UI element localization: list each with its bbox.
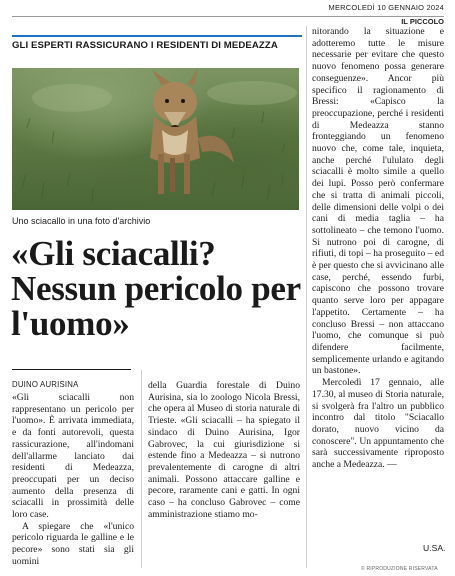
headline: «Gli sciacalli? Nessun pericolo per l'uomo» [11, 234, 301, 343]
kicker: GLI ESPERTI RASSICURANO I RESIDENTI DI MEDEAZZA [12, 40, 278, 51]
jackal-photo [12, 68, 299, 210]
photo-caption: Uno sciacallo in una foto d'archivio [12, 216, 151, 226]
rights-notice: © RIPRODUZIONE RISERVATA [361, 566, 438, 572]
issue-date: MERCOLEDÌ 10 GENNAIO 2024 [328, 3, 444, 12]
page-header [0, 0, 455, 26]
author-signature: U.SA. [423, 543, 446, 553]
jackal-illustration [12, 68, 299, 210]
masthead: IL PICCOLO [401, 17, 444, 26]
paragraph: nitorando la situazione e adotteremo tutte le misure necessarie per evitare che questo nuovo fenomeno possa generare conseguenze». Ancor più specifico il ragionamento di Bressi: «Capisco la preoccupazione, perché i residenti di Medeazza stanno fronteggiando un fenomeno nuovo che, come tale, inquieta, anche perché l'ululato degli sciacalli è molto simile a quello dei lupi. Posso però confermare che si tratta di animali piccoli, delle dimensioni delle volpi o dei cani di media taglia – ha sottolineato – che temono l'uomo. Si nutrono poi di carogne, di rifiuti, di topi – ha proseguito – ed è per questo che si avvicinano alle case, perché, essendo furbi, capiscono che possono trovare quanto serve loro per appagare l'appetito. Certamente – ha concluso Bressi – non attaccano l'uomo, che comunque si può difendere facilmente, semplicemente urlando e agitando un bastone». [312, 26, 444, 377]
paragraph: «Gli sciacalli non rappresentano un pericolo per l'uomo». È arrivata immediata, e da fonti autorevoli, questa rassicurazione, all'indomani dell'allarme lanciato dai residenti di Medeazza, preoccupati per un deciso aumento della presenza di sciacalli in prossimità delle loro case. [12, 392, 134, 521]
paragraph: Mercoledì 17 gennaio, alle 17.30, al museo di Storia naturale, si svolgerà fra l'altro un pubblico incontro dal titolo "Sciacallo dorato, nuovo vicino da conoscere". Un appuntamento che sarà successivamente riproposto anche a Medeazza. — [312, 377, 444, 471]
paragraph: della Guardia forestale di Duino Aurisina, sia lo zoologo Nicola Bressi, che opera al Museo di storia naturale di Trieste. «Gli sciacalli – ha spiegato il sindaco di Duino Aurisina, Igor Gabrovec, la cui giurisdizione si estende fino a Medeazza – si nutrono prevalentemente di carogne di altri animali. Possono attaccare galline e pecore, raramente cani e gatti. In ogni caso – ha concluso Gabrovec – come amministrazione stiamo mo- [148, 380, 300, 520]
article-column-2 [148, 380, 300, 520]
paragraph: A spiegare che «l'unico pericolo riguarda le galline e le pecore» sono stati sia gli uomini [12, 520, 134, 567]
header-rule [12, 16, 444, 17]
column-divider [141, 370, 142, 568]
kicker-rule [12, 35, 302, 37]
byline-location: DUINO AURISINA [12, 380, 79, 389]
article-column-3 [312, 26, 444, 546]
article-column-1 [12, 392, 134, 568]
column-divider [306, 26, 307, 568]
byline-rule [12, 369, 131, 370]
